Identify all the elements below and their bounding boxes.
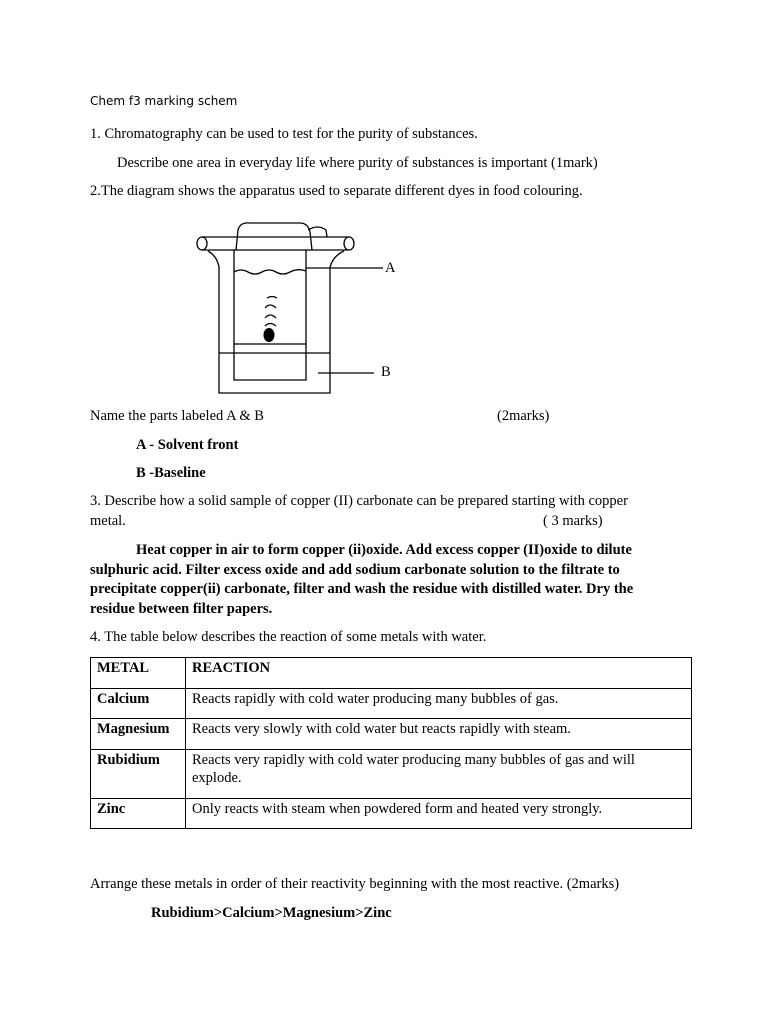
- metals-table: [90, 657, 692, 829]
- chromatography-diagram: [0, 0, 768, 420]
- q2-question: Name the parts labeled A & B: [90, 408, 264, 424]
- metal-cell: Calcium: [91, 688, 186, 719]
- metal-cell: Magnesium: [91, 719, 186, 750]
- table-row: [91, 719, 692, 750]
- reaction-cell: Reacts rapidly with cold water producing many bubbles of gas.: [186, 688, 692, 719]
- q2-answer-a: A - Solvent front: [136, 437, 239, 453]
- metal-cell: Zinc: [91, 798, 186, 829]
- label-a: A: [385, 260, 396, 276]
- reaction-cell: Reacts very slowly with cold water but reacts rapidly with steam.: [186, 719, 692, 750]
- q4-answer: Rubidium>Calcium>Magnesium>Zinc: [151, 905, 392, 921]
- table-row: [91, 749, 692, 798]
- header-metal: METAL: [91, 658, 186, 689]
- q4-intro: 4. The table below describes the reaction of some metals with water.: [90, 629, 487, 645]
- label-b: B: [381, 364, 391, 380]
- table-row: [91, 688, 692, 719]
- q2-answer-b: B -Baseline: [136, 465, 206, 481]
- table-row: [91, 798, 692, 829]
- reaction-cell: Reacts very rapidly with cold water producing many bubbles of gas and will explode.: [186, 749, 692, 798]
- q1-question: Describe one area in everyday life where purity of substances is important (1mark): [117, 155, 598, 171]
- q3-question-line1: 3. Describe how a solid sample of copper (II) carbonate can be prepared starting with copper: [90, 493, 628, 509]
- q3-question-line2: metal.: [90, 513, 126, 529]
- page-header: Chem f3 marking schem: [90, 94, 238, 108]
- table-header-row: [91, 658, 692, 689]
- q4-question: Arrange these metals in order of their reactivity beginning with the most reactive. (2marks): [90, 876, 620, 892]
- q3-marks: ( 3 marks): [543, 513, 603, 529]
- metal-cell: Rubidium: [91, 749, 186, 798]
- q1-statement: 1. Chromatography can be used to test for the purity of substances.: [90, 126, 478, 142]
- reaction-cell: Only reacts with steam when powdered form and heated very strongly.: [186, 798, 692, 829]
- q2-marks: (2marks): [497, 408, 550, 424]
- header-reaction: REACTION: [186, 658, 692, 689]
- dye-spot: [264, 328, 275, 342]
- q3-answer: Heat copper in air to form copper (ii)oxide. Add excess copper (II)oxide to dilute sulphuric acid. Filter excess oxide and add sodium carbonate solution to the filtrate to precipitate copper(ii) carbonate, filter and wash the residue with distilled water. Dry the residue between filter papers.: [90, 542, 634, 617]
- q2-intro: 2.The diagram shows the apparatus used to separate different dyes in food colouring.: [90, 183, 583, 199]
